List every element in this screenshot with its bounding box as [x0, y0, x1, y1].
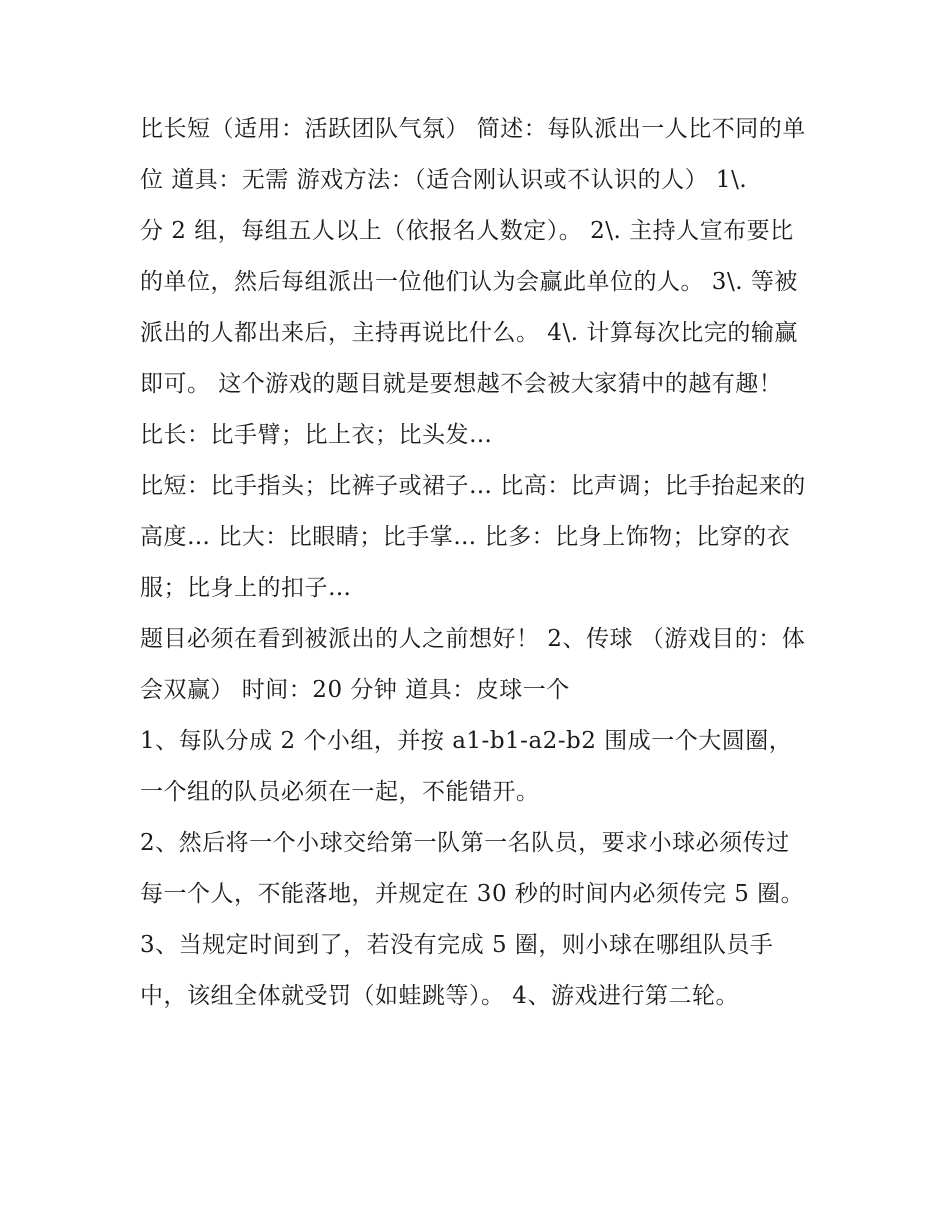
paragraph-4: 题目必须在看到被派出的人之前想好！ 2、传球 （游戏目的：体会双赢） 时间：20 分钟 道具：皮球一个	[140, 626, 806, 703]
paragraph-5: 1、每队分成 2 个小组，并按 a1-b1-a2-b2 围成一个大圆圈，一个组的队员必须在一起，不能错开。	[140, 728, 793, 805]
paragraph-2: 分 2 组，每组五人以上（依报名人数定）。 2\. 主持人宣布要比的单位，然后每组派出一位他们认为会赢此单位的人。 3\. 等被派出的人都出来后，主持再说比什么。 4\. 计算每次比完的输赢即可。 这个游戏的题目就是要想越不会被大家猜中的越有趣！ 比长：比手臂；比上衣；比头发…	[140, 218, 798, 448]
paragraph-7: 3、当规定时间到了，若没有完成 5 圈，则小球在哪组队员手中，该组全体就受罚（如蛙跳等）。 4、游戏进行第二轮。	[140, 932, 774, 1009]
paragraph-3: 比短：比手指头；比裤子或裙子… 比高：比声调；比手抬起来的高度… 比大：比眼睛；比手掌… 比多：比身上饰物；比穿的衣服；比身上的扣子…	[140, 473, 806, 601]
paragraph-1: 比长短（适用：活跃团队气氛） 简述：每队派出一人比不同的单位 道具：无需 游戏方法：（适合刚认识或不认识的人） 1\.	[140, 116, 806, 193]
paragraph-6: 2、然后将一个小球交给第一队第一名队员，要求小球必须传过每一个人，不能落地，并规定在 30 秒的时间内必须传完 5 圈。	[140, 830, 805, 907]
